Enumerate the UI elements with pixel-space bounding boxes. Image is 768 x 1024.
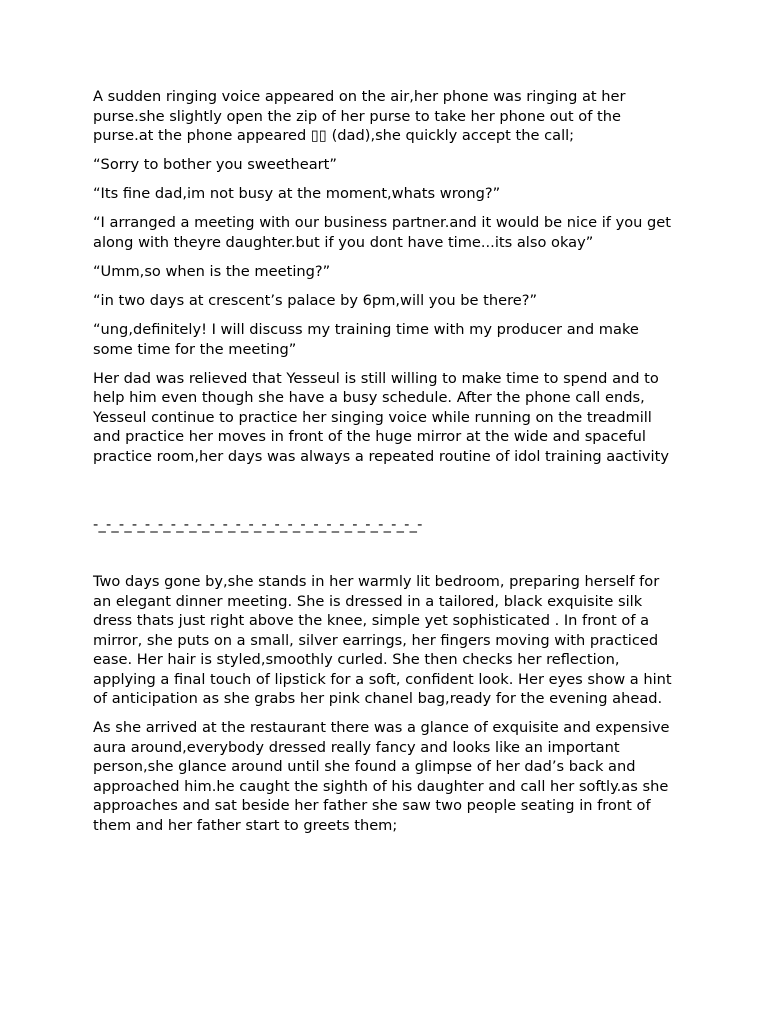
paragraph: As she arrived at the restaurant there was a glance of exquisite and expensive aura around,everybody dressed really fancy and looks like an important person,she glance around until she found a glimpse of her dad’s back and approached him.he caught the sighth of his daughter and call her softly.as she approaches and sat beside her father she saw two people seating in front of them and her father start to greets them; — [93, 719, 670, 834]
separator-line: -_-_-_-_-_-_-_-_-_-_-_-_-_-_-_-_-_-_-_-_-_-_-_-_-_- — [93, 515, 423, 533]
paragraph: “Sorry to bother you sweetheart” — [93, 156, 337, 174]
blank-space — [93, 476, 681, 515]
paragraph: “in two days at crescent’s palace by 6pm,will you be there?” — [93, 291, 538, 309]
document-body — [93, 87, 681, 845]
paragraph: “I arranged a meeting with our business partner.and it would be nice if you get along with theyre daughter.but if you dont have time...its also okay” — [93, 214, 671, 251]
scene-separator — [93, 515, 681, 535]
paragraph: “Umm,so when is the meeting?” — [93, 262, 331, 280]
paragraph: “ung,definitely! I will discuss my training time with my producer and make some time for the meeting” — [93, 321, 639, 358]
paragraph: A sudden ringing voice appeared on the air,her phone was ringing at her purse.she slightly open the zip of her purse to take her phone out of the purse.at the phone appeared ▯▯ (dad),she quickly accept the call; — [93, 88, 626, 144]
paragraph: “Its fine dad,im not busy at the moment,whats wrong?” — [93, 185, 501, 203]
paragraph: Her dad was relieved that Yesseul is still willing to make time to spend and to help him even though she have a busy schedule. After the phone call ends, Yesseul continue to practice her singing voice while running on the treadmill and practice her moves in front of the huge mirror at the wide and spaceful practice room,her days was always a repeated routine of idol training aactivity — [93, 369, 669, 465]
paragraph: Two days gone by,she stands in her warmly lit bedroom, preparing herself for an elegant dinner meeting. She is dressed in a tailored, black exquisite silk dress thats just right above the knee, simple yet sophisticated . In front of a mirror, she puts on a small, silver earrings, her fingers moving with practiced ease. Her hair is styled,smoothly curled. She then checks her reflection, applying a final touch of lipstick for a soft, confident look. Her eyes show a hint of anticipation as she grabs her pink chanel bag,ready for the evening ahead. — [93, 573, 672, 708]
